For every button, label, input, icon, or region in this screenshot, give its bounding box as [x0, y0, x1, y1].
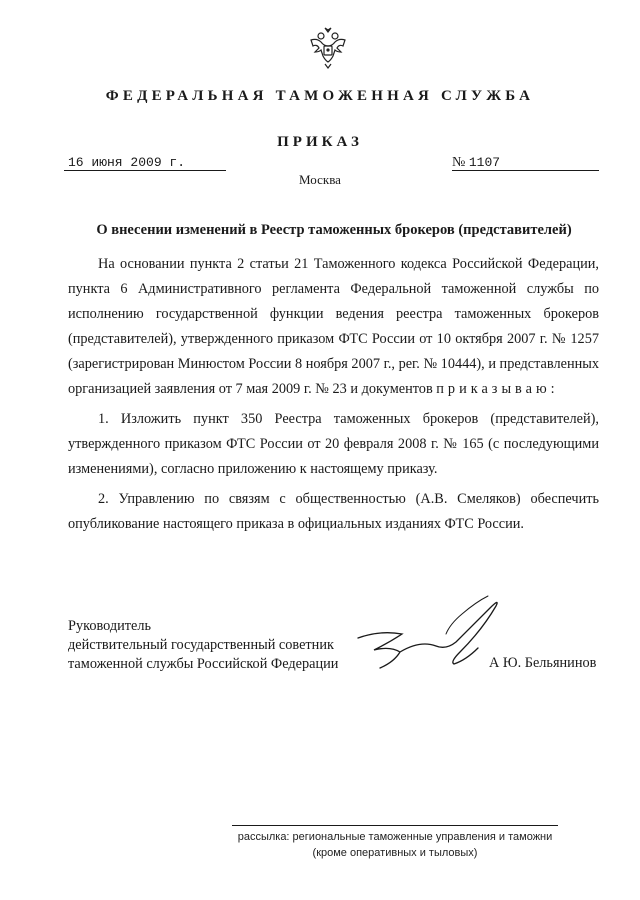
- order-number: 1107: [468, 155, 501, 170]
- order-subject: О внесении изменений в Реестр таможенных брокеров (представителей): [96, 222, 572, 238]
- footer-divider: [232, 825, 558, 826]
- preamble-text: На основании пункта 2 статьи 21 Таможенного кодекса Российской Федерации, пункта 6 Административного регламента Федеральной таможенной службы по исполнению государственной функции ведения реестра таможенных брокеров (представителей), утвержденного приказом ФТС России от 10 октября 2007 г. № 1257 (зарегистрирован Минюстом России 8 ноября 2007 г., рег. № 10444), и представленных организацией заявления от 7 мая 2009 г. № 23 и документов: [68, 256, 599, 397]
- number-sign: №: [452, 155, 466, 170]
- distribution-list: [232, 829, 558, 861]
- order-item-1: 1. Изложить пункт 350 Реестра таможенных брокеров (представителей), утвержденного приказом ФТС России от 20 февраля 2008 г. № 165 (с последующими изменениями), согласно приложению к настоящему приказу.: [68, 411, 599, 477]
- double-headed-eagle-emblem-icon: [309, 26, 347, 70]
- preamble-paragraph: [68, 252, 599, 402]
- distribution-line-1: рассылка: региональные таможенные управления и таможни: [237, 831, 553, 843]
- order-item-2: 2. Управлению по связям с общественностью (А.В. Смеляков) обеспечить опубликование настоящего приказа в официальных изданиях ФТС России.: [68, 491, 599, 532]
- signatory-name: А Ю. Бельянинов: [489, 655, 597, 671]
- order-number-field: [452, 155, 599, 171]
- signatory-title: [68, 617, 338, 674]
- distribution-line-2: (кроме оперативных и тыловых): [312, 847, 478, 859]
- signatory-line-3: таможенной службы Российской Федерации: [68, 656, 339, 672]
- document-type: ПРИКАЗ: [277, 134, 363, 150]
- order-body: [68, 252, 599, 537]
- order-date: 16 июня 2009 г.: [64, 156, 226, 171]
- signatory-line-1: Руководитель: [68, 618, 152, 634]
- agency-name: ФЕДЕРАЛЬНАЯ ТАМОЖЕННАЯ СЛУЖБА: [105, 88, 535, 104]
- city: Москва: [299, 172, 341, 187]
- signatory-line-2: действительный государственный советник: [68, 637, 334, 653]
- order-word: приказываю:: [436, 381, 559, 397]
